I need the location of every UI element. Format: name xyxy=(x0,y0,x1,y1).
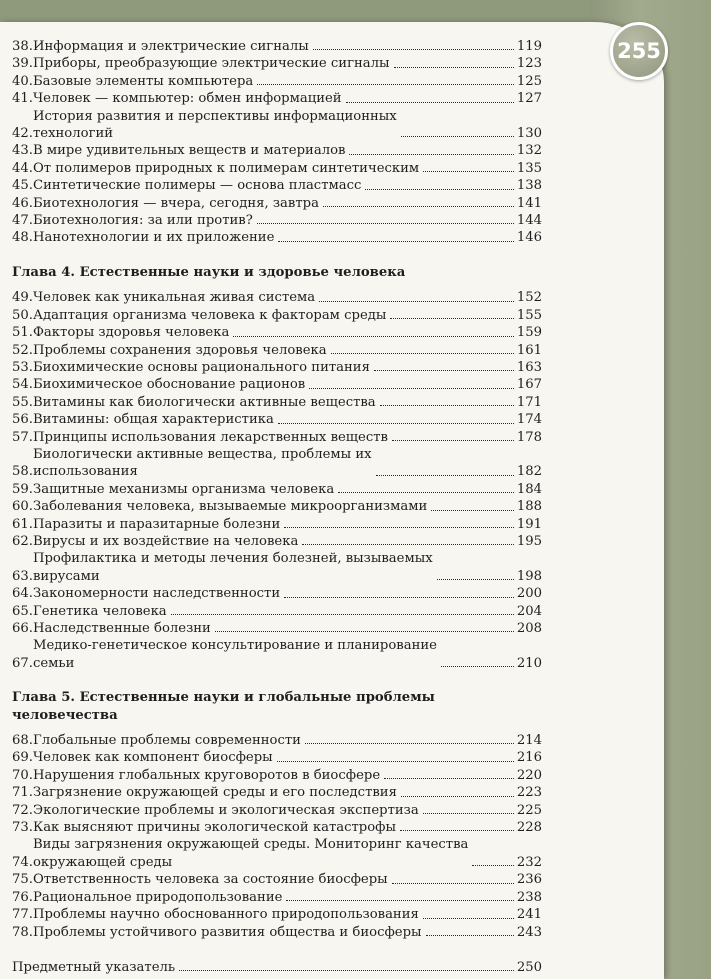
toc-entry-number: 38. xyxy=(12,39,33,54)
toc-leader-dots xyxy=(384,778,514,779)
toc-entry[interactable] xyxy=(12,229,542,246)
toc-entry-number: 43. xyxy=(12,143,33,159)
toc-leader-dots xyxy=(472,865,513,866)
toc-leader-dots xyxy=(441,666,514,667)
toc-entry-title-line: технологий xyxy=(32,126,114,142)
toc-entry-page: 250 xyxy=(516,959,542,975)
toc-leader-dots xyxy=(392,440,514,441)
toc-entry-number: 78. xyxy=(12,924,33,940)
toc-leader-dots xyxy=(401,796,514,797)
toc-entry-number: 55. xyxy=(12,394,33,410)
toc-entry-number: 40. xyxy=(12,73,33,89)
toc-entry-title xyxy=(33,603,167,620)
toc-group-chapter3 xyxy=(12,38,542,247)
toc-entry[interactable] xyxy=(12,108,542,143)
page-number-badge: 255 xyxy=(610,22,668,80)
toc-entry-title-line: Генетика человека xyxy=(32,603,167,619)
toc-entry[interactable] xyxy=(12,802,542,819)
toc-entry[interactable] xyxy=(12,55,542,72)
toc-entry-title-line: вирусами xyxy=(32,568,100,584)
toc-entry-title xyxy=(33,585,280,602)
toc-leader-dots xyxy=(286,900,513,901)
toc-entry-number: 53. xyxy=(12,359,33,375)
toc-leader-dots xyxy=(323,206,514,207)
toc-leader-dots xyxy=(277,761,514,762)
toc-entry-title-line: Профилактика и методы лечения болезней, вызываемых xyxy=(32,551,433,567)
toc-entry-page: 178 xyxy=(516,429,542,445)
toc-entry[interactable] xyxy=(12,784,542,801)
toc-entry[interactable] xyxy=(12,516,542,533)
toc-entry-page: 210 xyxy=(516,655,542,671)
toc-entry-title xyxy=(33,516,280,533)
toc-entry-title xyxy=(33,784,397,801)
toc-entry-title-line: Виды загрязнения окружающей среды. Мониторинг качества xyxy=(32,837,469,853)
toc-entry-number: 48. xyxy=(12,230,33,246)
toc-entry-number: 49. xyxy=(12,290,33,306)
toc-entry-title xyxy=(33,749,273,766)
toc-entry-number: 41. xyxy=(12,91,33,107)
toc-entry-page: 159 xyxy=(516,325,542,341)
toc-entry-page: 125 xyxy=(516,73,542,89)
toc-entry[interactable] xyxy=(12,819,542,836)
toc-entry-title xyxy=(33,90,342,107)
toc-entry-title-line: Как выясняют причины экологической катастрофы xyxy=(32,820,396,836)
toc-entry[interactable] xyxy=(12,498,542,515)
toc-leader-dots xyxy=(302,544,514,545)
toc-entry-number: 75. xyxy=(12,872,33,888)
toc-entry[interactable] xyxy=(12,603,542,620)
toc-entry-title xyxy=(33,550,433,585)
toc-leader-dots xyxy=(374,370,514,371)
toc-entry-title xyxy=(33,376,305,393)
toc-entry-page: 152 xyxy=(516,290,542,306)
toc-leader-dots xyxy=(331,353,514,354)
toc-entry-title: Предметный указатель xyxy=(12,959,176,975)
toc-entry[interactable] xyxy=(12,324,542,341)
toc-entry-title xyxy=(33,307,386,324)
toc-entry-title xyxy=(33,229,274,246)
toc-entry-title-line: Паразиты и паразитарные болезни xyxy=(32,516,281,532)
toc-entry-page: 243 xyxy=(516,924,542,940)
toc-entry-title-line: Факторы здоровья человека xyxy=(32,325,230,341)
toc-entry-number: 63. xyxy=(12,568,33,584)
toc-entry-title-line: Синтетические полимеры — основа пластмасс xyxy=(32,178,362,194)
toc-entry-title-line: От полимеров природных к полимерам синтетическим xyxy=(32,160,420,176)
toc-entry-number: 73. xyxy=(12,820,33,836)
toc-leader-dots xyxy=(392,883,514,884)
toc-entry-title xyxy=(33,836,468,871)
toc-leader-dots xyxy=(401,136,514,137)
toc-entry-page: 208 xyxy=(516,621,542,636)
toc-entry-page: 200 xyxy=(516,586,542,602)
toc-entry-title-line: Адаптация организма человека к факторам среды xyxy=(32,307,387,323)
toc-entry[interactable] xyxy=(12,836,542,871)
toc-leader-dots xyxy=(380,405,514,406)
toc-entry[interactable] xyxy=(12,73,542,90)
toc-entry-title xyxy=(33,177,361,194)
toc-entry-title xyxy=(33,73,253,90)
toc-entry[interactable] xyxy=(12,177,542,194)
toc-entry-page: 138 xyxy=(516,178,542,194)
toc-leader-dots xyxy=(338,492,514,493)
toc-entry-title xyxy=(33,195,319,212)
toc-entry-page: 144 xyxy=(516,213,542,229)
toc-leader-dots xyxy=(257,223,514,224)
toc-leader-dots xyxy=(278,423,514,424)
toc-leader-dots xyxy=(394,67,514,68)
toc-entry-page: 141 xyxy=(516,195,542,211)
toc-entry-number: 66. xyxy=(12,621,33,636)
toc-entry-title-line: Закономерности наследственности xyxy=(32,586,281,602)
toc-entry-page: 167 xyxy=(516,377,542,393)
toc-entry-title-line: Человек как уникальная живая система xyxy=(32,290,316,306)
toc-entry-title xyxy=(33,498,427,515)
toc-entry-number: 64. xyxy=(12,586,33,602)
toc-entry-title-line: Проблемы устойчивого развития общества и биосферы xyxy=(32,924,422,940)
toc-entry-title xyxy=(33,411,274,428)
toc-entry-number: 74. xyxy=(12,854,33,870)
toc-entry-page: 127 xyxy=(516,91,542,107)
toc-entry-number: 61. xyxy=(12,516,33,532)
toc-entry-page: 220 xyxy=(516,767,542,783)
toc-entry-title-line: Проблемы научно обоснованного природопользования xyxy=(32,907,419,923)
toc-entry-title-line: Рациональное природопользование xyxy=(32,889,283,905)
toc-entry-number: 72. xyxy=(12,802,33,818)
toc-entry-title-line: семьи xyxy=(32,655,75,671)
toc-entry-page: 155 xyxy=(516,307,542,323)
toc-entry-number: 51. xyxy=(12,325,33,341)
toc-entry-number: 69. xyxy=(12,750,33,766)
toc-entry[interactable] xyxy=(12,411,542,428)
toc-entry-page: 182 xyxy=(516,464,542,480)
toc-entry[interactable] xyxy=(12,160,542,177)
toc-entry-number: 56. xyxy=(12,412,33,428)
toc-entry-title xyxy=(33,906,419,923)
toc-entry[interactable] xyxy=(12,924,542,941)
toc-entry-title xyxy=(33,55,390,72)
toc-entry-title xyxy=(33,212,253,229)
toc-entry[interactable] xyxy=(12,767,542,784)
toc-group-chapter5 xyxy=(12,732,542,941)
toc-entry-page: 204 xyxy=(516,603,542,619)
toc-leader-dots xyxy=(423,813,514,814)
toc-entry-number: 68. xyxy=(12,733,33,749)
toc-entry-title-line: Приборы, преобразующие электрические сигналы xyxy=(32,56,390,72)
toc-entry-page: 241 xyxy=(516,907,542,923)
toc-entry-page: 146 xyxy=(516,230,542,246)
toc-entry-title xyxy=(33,620,211,637)
toc-leader-dots xyxy=(284,527,514,528)
toc-entry-title-line: Наследственные болезни xyxy=(32,621,211,636)
toc-entry-number: 76. xyxy=(12,889,33,905)
toc-entry-number: 58. xyxy=(12,464,33,480)
toc-entry-title-line: Защитные механизмы организма человека xyxy=(32,481,335,497)
toc-entry[interactable] xyxy=(12,307,542,324)
toc-entry[interactable] xyxy=(12,749,542,766)
toc-entry-title-line: В мире удивительных веществ и материалов xyxy=(32,143,346,159)
toc-entry-title-line: Биотехнология: за или против? xyxy=(32,213,253,229)
toc-entry[interactable] xyxy=(12,446,542,481)
toc-entry-title xyxy=(33,108,397,143)
toc-leader-dots xyxy=(365,189,513,190)
toc-entry-number: 71. xyxy=(12,785,33,801)
toc-entry[interactable] xyxy=(12,142,542,159)
toc-entry-title xyxy=(33,359,370,376)
toc-entry-page: 132 xyxy=(516,143,542,159)
toc-entry[interactable] xyxy=(12,871,542,888)
toc-entry-title-line: Проблемы сохранения здоровья человека xyxy=(32,342,327,358)
toc-entry-title xyxy=(33,324,229,341)
toc-entry-page: 195 xyxy=(516,533,542,549)
toc-entry-title xyxy=(33,160,419,177)
toc-entry[interactable] xyxy=(12,359,542,376)
toc-entry-title-line: Глобальные проблемы современности xyxy=(32,733,301,749)
toc-entry[interactable] xyxy=(12,732,542,749)
toc-entry-number: 46. xyxy=(12,195,33,211)
toc-entry-title xyxy=(33,38,309,55)
toc-entry[interactable] xyxy=(12,550,542,585)
toc-entry-number: 57. xyxy=(12,429,33,445)
toc-leader-dots xyxy=(400,830,514,831)
toc-entry-page: 119 xyxy=(516,39,542,54)
toc-entry-page: 135 xyxy=(516,160,542,176)
toc-entry-page: 225 xyxy=(516,802,542,818)
toc-entry-page: 130 xyxy=(516,126,542,142)
toc-entry-title xyxy=(33,819,396,836)
toc-entry-number: 70. xyxy=(12,767,33,783)
toc-entry-title-line: Нарушения глобальных круговоротов в биосфере xyxy=(32,767,381,783)
toc-leader-dots xyxy=(376,475,514,476)
toc-leader-dots xyxy=(437,579,514,580)
toc-entry-title xyxy=(33,889,282,906)
toc-entry[interactable] xyxy=(12,289,542,306)
toc-entry-title xyxy=(33,429,388,446)
toc-entry-title-line: Биохимическое обоснование рационов xyxy=(32,377,306,393)
toc-entry[interactable] xyxy=(12,376,542,393)
toc-entry-title xyxy=(33,802,419,819)
toc-entry-title-line: Заболевания человека, вызываемые микроорганизмами xyxy=(32,499,428,515)
toc-entry-title-line: Вирусы и их воздействие на человека xyxy=(32,533,299,549)
toc-entry[interactable] xyxy=(12,906,542,923)
toc-leader-dots xyxy=(284,597,514,598)
toc-entry-number: 45. xyxy=(12,178,33,194)
toc-entry-page: 198 xyxy=(516,568,542,584)
chapter-heading-5 xyxy=(12,689,542,724)
toc-entry[interactable] xyxy=(12,481,542,498)
toc-entry-number: 77. xyxy=(12,907,33,923)
toc-leader-dots xyxy=(309,388,514,389)
toc-entry-number: 67. xyxy=(12,655,33,671)
toc-leader-dots xyxy=(179,970,514,971)
toc-entry[interactable] xyxy=(12,394,542,411)
toc-leader-dots xyxy=(305,743,514,744)
toc-entry-page: 163 xyxy=(516,359,542,375)
toc-leader-dots xyxy=(313,49,514,50)
toc-entry-number: 54. xyxy=(12,377,33,393)
toc-leader-dots xyxy=(426,935,514,936)
chapter-label: Глава 4. xyxy=(12,264,76,280)
toc-entry[interactable] xyxy=(12,620,542,637)
toc-entry[interactable] xyxy=(12,90,542,107)
toc-entry-page: 188 xyxy=(516,499,542,515)
toc-entry-title xyxy=(33,481,334,498)
toc-entry-title-line: Ответственность человека за состояние биосферы xyxy=(32,872,388,888)
toc-leader-dots xyxy=(278,241,513,242)
toc-entry[interactable] xyxy=(12,38,542,55)
toc-entry-title-line: окружающей среды xyxy=(32,854,173,870)
toc-entry-title-line: использования xyxy=(32,464,138,480)
toc-entry-title xyxy=(33,924,422,941)
toc-entry-number: 42. xyxy=(12,126,33,142)
toc-entry-number: 65. xyxy=(12,603,33,619)
toc-entry-title-line: Нанотехнологии и их приложение xyxy=(32,230,275,246)
toc-leader-dots xyxy=(233,336,514,337)
toc-entry[interactable] xyxy=(12,342,542,359)
toc-entry-number: 60. xyxy=(12,499,33,515)
toc-entry-page: 191 xyxy=(516,516,542,532)
toc-entry-number: 39. xyxy=(12,56,33,72)
toc-entry-title-line: История развития и перспективы информационных xyxy=(32,108,397,124)
toc-leader-dots xyxy=(349,154,513,155)
toc-entry-title-line: Витамины: общая характеристика xyxy=(32,412,274,428)
toc-entry-page: 123 xyxy=(516,56,542,72)
toc-entry-title-line: Биотехнология — вчера, сегодня, завтра xyxy=(32,195,319,211)
toc-entry-number: 62. xyxy=(12,533,33,549)
toc-entry-title-line: Биохимические основы рационального питания xyxy=(32,359,370,375)
toc-leader-dots xyxy=(215,631,514,632)
toc-entry-index[interactable] xyxy=(12,959,542,976)
toc-entry-title xyxy=(33,446,372,481)
toc-entry-page: 184 xyxy=(516,481,542,497)
toc-entry-title xyxy=(33,142,345,159)
toc-entry-title-line: Витамины как биологически активные вещества xyxy=(32,394,376,410)
toc-entry-page: 214 xyxy=(516,733,542,749)
toc-entry-title xyxy=(33,732,301,749)
toc-entry-page: 223 xyxy=(516,785,542,801)
toc-entry[interactable] xyxy=(12,637,542,672)
toc-entry-title-line: Информация и электрические сигналы xyxy=(32,39,309,54)
toc-entry-number: 44. xyxy=(12,160,33,176)
toc-entry-title xyxy=(33,871,388,888)
toc-leader-dots xyxy=(431,510,514,511)
toc-entry[interactable] xyxy=(12,195,542,212)
toc-entry-title-line: Экологические проблемы и экологическая экспертиза xyxy=(32,802,419,818)
toc-entry-title-line: Загрязнение окружающей среды и его последствия xyxy=(32,785,397,801)
toc-entry-page: 236 xyxy=(516,872,542,888)
toc-leader-dots xyxy=(319,301,514,302)
toc-leader-dots xyxy=(423,918,514,919)
toc-entry-page: 171 xyxy=(516,394,542,410)
toc-entry-title xyxy=(33,289,315,306)
toc-entry-title-line: Базовые элементы компьютера xyxy=(32,73,254,89)
toc-leader-dots xyxy=(171,614,514,615)
toc-entry-number: 47. xyxy=(12,213,33,229)
toc-entry-title xyxy=(33,767,380,784)
toc-entry-title xyxy=(33,394,376,411)
toc-entry-number: 52. xyxy=(12,342,33,358)
toc-entry-title-line: Человек — компьютер: обмен информацией xyxy=(32,91,342,107)
toc-entry-title-line: Принципы использования лекарственных веществ xyxy=(32,429,388,445)
toc-entry-page: 216 xyxy=(516,750,542,766)
toc-entry-title xyxy=(33,533,298,550)
chapter-title: Естественные науки и глобальные проблемы человечества xyxy=(12,690,435,723)
toc-entry-title xyxy=(33,342,327,359)
toc-entry[interactable] xyxy=(12,533,542,550)
toc-entry-page: 232 xyxy=(516,854,542,870)
table-of-contents xyxy=(12,38,542,976)
toc-leader-dots xyxy=(390,318,513,319)
toc-leader-dots xyxy=(423,171,514,172)
chapter-heading-4 xyxy=(12,264,542,281)
toc-group-chapter4 xyxy=(12,289,542,672)
toc-entry-title-line: Биологически активные вещества, проблемы их xyxy=(32,446,372,462)
toc-entry-title xyxy=(33,637,437,672)
toc-entry-page: 228 xyxy=(516,820,542,836)
toc-entry[interactable] xyxy=(12,429,542,446)
toc-leader-dots xyxy=(257,84,514,85)
chapter-label: Глава 5. xyxy=(12,690,76,706)
toc-entry[interactable] xyxy=(12,585,542,602)
toc-entry-number: 50. xyxy=(12,307,33,323)
toc-entry[interactable] xyxy=(12,212,542,229)
toc-entry[interactable] xyxy=(12,889,542,906)
toc-entry-page: 238 xyxy=(516,889,542,905)
chapter-title: Естественные науки и здоровье человека xyxy=(79,264,406,280)
toc-entry-number: 59. xyxy=(12,481,33,497)
toc-entry-page: 174 xyxy=(516,412,542,428)
toc-entry-title-line: Человек как компонент биосферы xyxy=(32,750,273,766)
toc-entry-page: 161 xyxy=(516,342,542,358)
toc-entry-title-line: Медико-генетическое консультирование и планирование xyxy=(32,638,437,654)
toc-leader-dots xyxy=(346,102,514,103)
